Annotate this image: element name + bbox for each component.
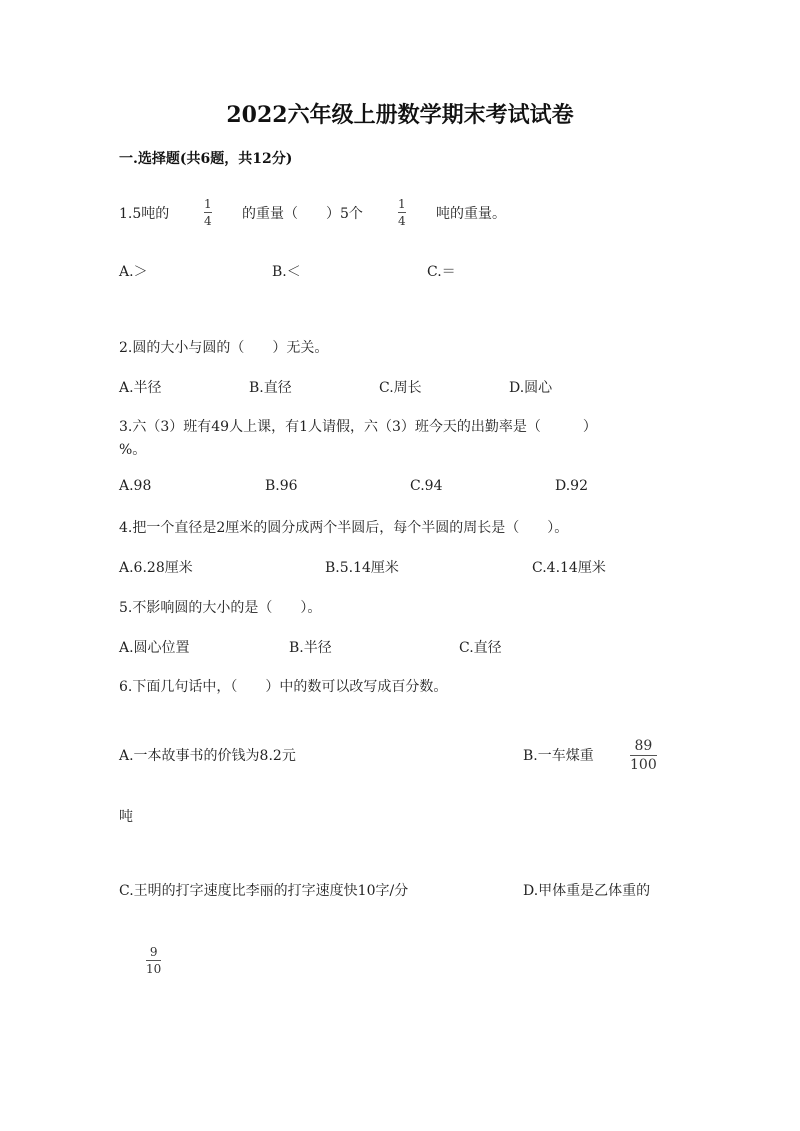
question-2-text: 2.圆的大小与圆的（ ）无关。	[119, 340, 329, 356]
question-5-text: 5.不影响圆的大小的是（ ）。	[119, 600, 322, 616]
option-b: B.5.14厘米	[325, 560, 399, 576]
fraction-one-quarter	[398, 197, 406, 228]
fraction-numerator: 89	[634, 738, 653, 754]
option-a: A.一本故事书的价钱为8.2元	[119, 748, 296, 764]
option-a: A.半径	[119, 380, 162, 396]
fraction-bar	[630, 755, 657, 756]
option-b-unit: 吨	[119, 809, 133, 825]
option-b: B.直径	[249, 380, 292, 396]
fraction-denominator: 4	[398, 214, 406, 228]
fraction-bar	[398, 212, 406, 213]
question-1-text-b: 的重量（ ）5个	[242, 206, 363, 222]
option-a: A.＞	[119, 264, 148, 280]
question-1-text-c: 吨的重量。	[436, 206, 506, 222]
question-1-text-a: 1.5吨的	[119, 206, 170, 222]
option-c: C.王明的打字速度比李丽的打字速度快10字/分	[119, 883, 409, 899]
fraction-denominator: 100	[630, 757, 657, 773]
fraction-bar	[146, 960, 161, 961]
option-b: B.半径	[289, 640, 332, 656]
fraction-89-over-100	[630, 738, 657, 773]
fraction-bar	[204, 212, 212, 213]
fraction-numerator: 1	[398, 197, 406, 211]
option-c: C.＝	[427, 264, 456, 280]
fraction-denominator: 10	[146, 962, 162, 976]
question-3-text-line1: 3.六（3）班有49人上课，有1人请假，六（3）班今天的出勤率是（ ）	[119, 419, 597, 435]
option-c: C.94	[410, 478, 443, 494]
option-d: D.圆心	[509, 380, 553, 396]
fraction-numerator: 1	[204, 197, 212, 211]
option-c: C.直径	[459, 640, 502, 656]
question-4-text: 4.把一个直径是2厘米的圆分成两个半圆后，每个半圆的周长是（ ）。	[119, 520, 569, 536]
option-c: C.4.14厘米	[532, 560, 606, 576]
option-a: A.6.28厘米	[119, 560, 193, 576]
option-b: B.一车煤重	[523, 748, 594, 764]
option-d: D.甲体重是乙体重的	[523, 883, 651, 899]
question-3-text-line2: %。	[119, 442, 147, 458]
option-a: A.圆心位置	[119, 640, 190, 656]
fraction-numerator: 9	[149, 945, 158, 959]
option-d: D.92	[555, 478, 588, 494]
fraction-denominator: 4	[204, 214, 212, 228]
option-b: B.96	[265, 478, 298, 494]
page-title: 2022六年级上册数学期末考试试卷	[226, 102, 574, 128]
fraction-9-over-10	[146, 945, 161, 976]
option-c: C.周长	[379, 380, 422, 396]
question-6-text: 6.下面几句话中，（ ）中的数可以改写成百分数。	[119, 679, 448, 695]
fraction-one-quarter	[204, 197, 212, 228]
option-b: B.＜	[272, 264, 301, 280]
section-heading: 一.选择题(共6题，共12分)	[119, 151, 293, 167]
option-a: A.98	[119, 478, 152, 494]
